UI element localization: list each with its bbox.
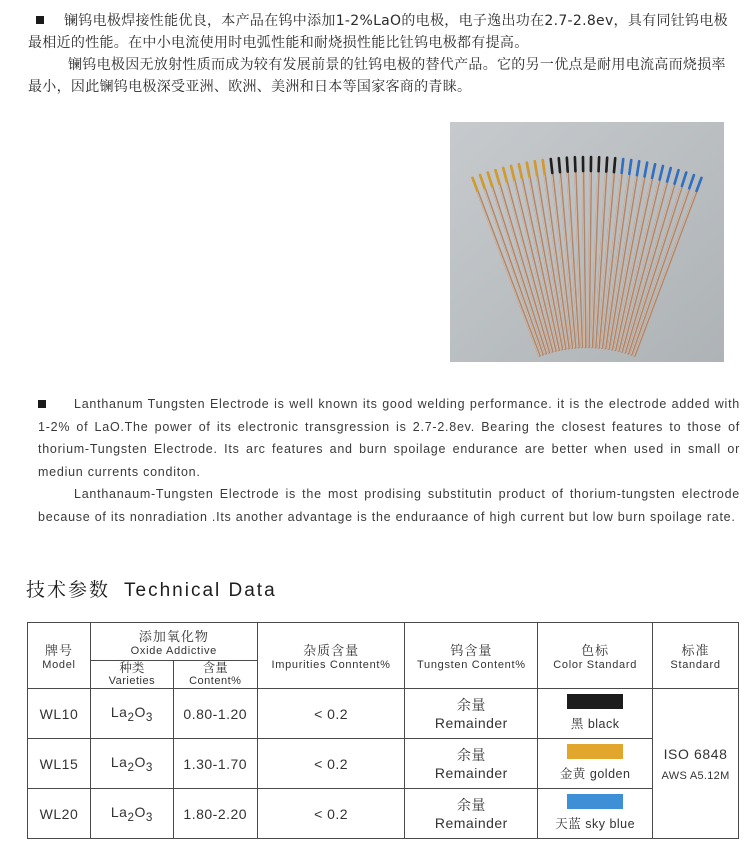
header-color: 色标 Color Standard [538, 623, 653, 689]
variety-cell: $La_2O_3$ [90, 739, 173, 789]
chinese-paragraph-2: 镧钨电极因无放射性质而成为较有发展前景的钍钨电极的替代产品。它的另一优点是耐用电流高而烧损率最小，因此镧钨电极深受亚洲、欧洲、美洲和日本等国家客商的青睐。 [28, 57, 726, 95]
header-row [28, 623, 739, 661]
table-row [28, 739, 739, 789]
header-oxide: 添加氧化物 Oxide Addictive [90, 623, 257, 661]
header-impurities: 杂质含量 Impurities Conntent% [257, 623, 405, 689]
electrode-tip [575, 157, 576, 171]
bullet-marker [36, 16, 44, 24]
header-tungsten: 钨含量 Tungsten Content% [405, 623, 538, 689]
technical-data-title: 技术参数 Technical Data [26, 579, 277, 601]
model-cell: WL10 [28, 689, 91, 739]
tungsten-cell: 余量 Remainder [405, 789, 538, 839]
color-cell: 天蓝 sky blue [538, 789, 653, 839]
tungsten-cell: 余量 Remainder [405, 689, 538, 739]
electrode-tip [614, 158, 615, 172]
model-cell: WL15 [28, 739, 91, 789]
color-swatch [567, 744, 623, 759]
chinese-paragraph-1: 镧钨电极焊接性能优良，本产品在钨中添加1-2%LaO的电极，电子逸出功在2.7-2.8ev，具有同钍钨电极最相近的性能。在中小电流使用时电弧性能和耐烧损性能比钍钨电极都有提高。 [28, 13, 728, 51]
english-section [38, 393, 740, 528]
content-cell: 1.80-2.20 [173, 789, 257, 839]
electrodes-fan-image [450, 122, 724, 362]
standard-cell: ISO 6848 AWS A5.12M [653, 689, 739, 839]
color-cell: 金黄 golden [538, 739, 653, 789]
electrode-tip [551, 159, 553, 173]
electrode-tip [599, 157, 600, 171]
variety-cell: $La_2O_3$ [90, 789, 173, 839]
electrode-photo [450, 122, 724, 362]
english-paragraph-1: Lanthanum Tungsten Electrode is well known its good welding performance. it is the electrode added with 1-2% of LaO.The power of its electronic transgression is 2.7-2.8ev. Bearing the closest features to those of thorium-Tungsten Electrode. Its arc features and burn spoilage endurance are better when used in small or mediun currents conditon. [38, 397, 740, 479]
table-row [28, 689, 739, 739]
english-paragraph-2: Lanthanaum-Tungsten Electrode is the most prodising substitutin product of thorium-tungsten electrode because of its nonradiation .Its another advantage is the enduraance of high current but low burn spoilage rate. [38, 487, 740, 524]
variety-cell: $La_2O_3$ [90, 689, 173, 739]
color-swatch [567, 694, 623, 709]
electrode-tip [606, 158, 607, 172]
bullet-marker [38, 400, 46, 408]
header-content: 含量 Content% [173, 661, 257, 689]
color-cell: 黑 black [538, 689, 653, 739]
impurities-cell: < 0.2 [257, 689, 405, 739]
header-model: 牌号 Model [28, 623, 91, 689]
table-row [28, 789, 739, 839]
header-varieties: 种类 Varieties [90, 661, 173, 689]
technical-data-table [27, 622, 739, 839]
color-swatch [567, 794, 623, 809]
content-cell: 1.30-1.70 [173, 739, 257, 789]
electrode-tip [559, 158, 560, 172]
electrode-tip [622, 159, 624, 173]
model-cell: WL20 [28, 789, 91, 839]
tungsten-cell: 余量 Remainder [405, 739, 538, 789]
electrode-tip [567, 158, 568, 172]
header-standard: 标准 Standard [653, 623, 739, 689]
impurities-cell: < 0.2 [257, 789, 405, 839]
impurities-cell: < 0.2 [257, 739, 405, 789]
content-cell: 0.80-1.20 [173, 689, 257, 739]
